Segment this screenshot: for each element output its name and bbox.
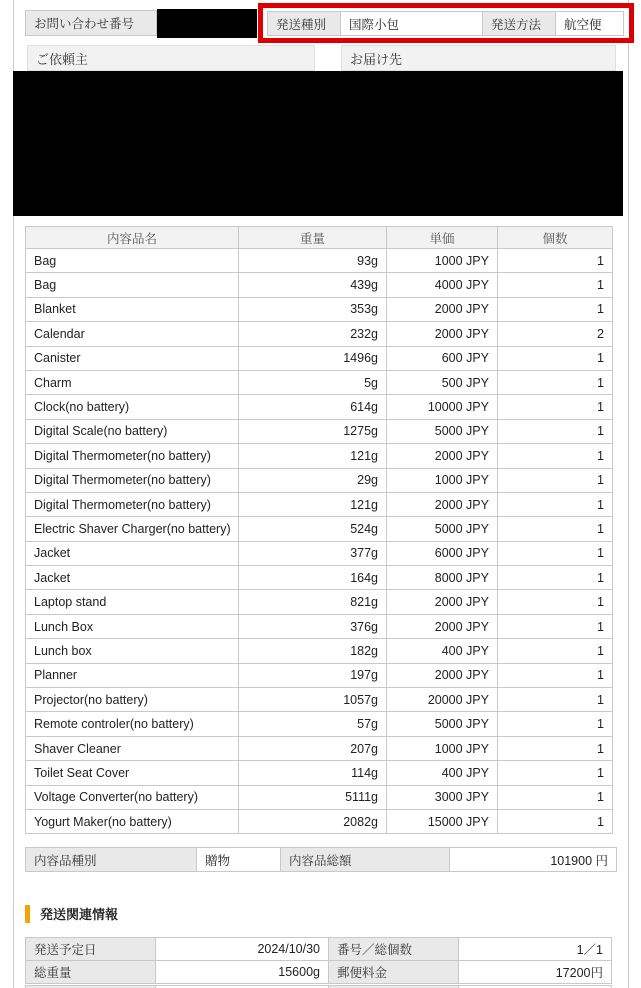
- item-price-cell: 8000 JPY: [387, 566, 498, 590]
- item-weight-cell: 182g: [239, 639, 387, 663]
- item-price-cell: 15000 JPY: [387, 809, 498, 833]
- table-row: [26, 322, 613, 346]
- item-quantity-cell: 1: [498, 761, 613, 785]
- item-weight-cell: 164g: [239, 566, 387, 590]
- table-row: [26, 517, 613, 541]
- item-name-cell: Digital Thermometer(no battery): [26, 468, 239, 492]
- table-row: [26, 761, 613, 785]
- info-label-1: 総重量: [25, 960, 156, 984]
- item-name-cell: Jacket: [26, 541, 239, 565]
- item-name-cell: Digital Thermometer(no battery): [26, 492, 239, 516]
- info-value-2: 1／1: [458, 937, 612, 961]
- info-label-1: 発送予定日: [25, 937, 156, 961]
- item-weight-cell: 353g: [239, 297, 387, 321]
- item-price-cell: 600 JPY: [387, 346, 498, 370]
- item-quantity-cell: 1: [498, 785, 613, 809]
- item-name-cell: Charm: [26, 370, 239, 394]
- item-name-cell: Calendar: [26, 322, 239, 346]
- item-quantity-cell: 1: [498, 663, 613, 687]
- item-name-cell: Remote controler(no battery): [26, 712, 239, 736]
- item-quantity-cell: 1: [498, 273, 613, 297]
- item-weight-cell: 29g: [239, 468, 387, 492]
- item-quantity-cell: 1: [498, 639, 613, 663]
- item-price-cell: 2000 JPY: [387, 590, 498, 614]
- item-price-cell: 500 JPY: [387, 370, 498, 394]
- item-price-cell: 400 JPY: [387, 639, 498, 663]
- table-row: [26, 590, 613, 614]
- item-price-cell: 5000 JPY: [387, 419, 498, 443]
- item-quantity-cell: 1: [498, 566, 613, 590]
- items-table-header-row: [26, 227, 613, 249]
- item-quantity-cell: 1: [498, 395, 613, 419]
- table-row: [26, 639, 613, 663]
- table-row: [26, 541, 613, 565]
- item-weight-cell: 197g: [239, 663, 387, 687]
- page-border-right: [628, 0, 629, 988]
- table-row: [26, 419, 613, 443]
- item-price-cell: 1000 JPY: [387, 468, 498, 492]
- content-category-value: 贈物: [196, 847, 281, 872]
- table-row: [26, 736, 613, 760]
- inquiry-number-redacted: [157, 9, 257, 38]
- shipment-type-label: 発送種別: [267, 11, 341, 36]
- item-price-cell: 6000 JPY: [387, 541, 498, 565]
- item-name-cell: Voltage Converter(no battery): [26, 785, 239, 809]
- item-weight-cell: 614g: [239, 395, 387, 419]
- item-weight-cell: 377g: [239, 541, 387, 565]
- table-row: [26, 468, 613, 492]
- item-quantity-cell: 1: [498, 346, 613, 370]
- item-name-cell: Laptop stand: [26, 590, 239, 614]
- item-name-cell: Lunch box: [26, 639, 239, 663]
- table-row: [26, 688, 613, 712]
- item-quantity-cell: 1: [498, 492, 613, 516]
- item-name-cell: Planner: [26, 663, 239, 687]
- item-price-cell: 1000 JPY: [387, 736, 498, 760]
- table-row: [26, 249, 613, 273]
- info-label-2: 番号／総個数: [328, 937, 459, 961]
- item-name-cell: Canister: [26, 346, 239, 370]
- item-name-cell: Jacket: [26, 566, 239, 590]
- item-quantity-cell: 1: [498, 249, 613, 273]
- item-name-cell: Shaver Cleaner: [26, 736, 239, 760]
- shipping-method-label: 発送方法: [482, 11, 556, 36]
- item-quantity-cell: 1: [498, 444, 613, 468]
- header-quantity: 個数: [498, 227, 613, 249]
- item-price-cell: 20000 JPY: [387, 688, 498, 712]
- item-price-cell: 5000 JPY: [387, 712, 498, 736]
- item-name-cell: Digital Scale(no battery): [26, 419, 239, 443]
- item-weight-cell: 121g: [239, 444, 387, 468]
- table-row: [26, 712, 613, 736]
- item-quantity-cell: 1: [498, 370, 613, 394]
- item-weight-cell: 121g: [239, 492, 387, 516]
- item-price-cell: 2000 JPY: [387, 614, 498, 638]
- item-price-cell: 2000 JPY: [387, 444, 498, 468]
- item-weight-cell: 57g: [239, 712, 387, 736]
- item-name-cell: Bag: [26, 273, 239, 297]
- item-quantity-cell: 1: [498, 419, 613, 443]
- items-table: [25, 226, 613, 834]
- item-name-cell: Electric Shaver Charger(no battery): [26, 517, 239, 541]
- item-weight-cell: 114g: [239, 761, 387, 785]
- table-row: [26, 395, 613, 419]
- shipping-method-value: 航空便: [555, 11, 624, 36]
- shipping-info-title: 発送関連情報: [40, 907, 119, 922]
- item-weight-cell: 376g: [239, 614, 387, 638]
- item-quantity-cell: 2: [498, 322, 613, 346]
- header-unit-price: 単価: [387, 227, 498, 249]
- item-weight-cell: 1496g: [239, 346, 387, 370]
- table-row: [26, 809, 613, 833]
- item-price-cell: 400 JPY: [387, 761, 498, 785]
- item-weight-cell: 5g: [239, 370, 387, 394]
- item-name-cell: Blanket: [26, 297, 239, 321]
- info-row: [25, 937, 612, 961]
- info-value-1: 2024/10/30: [155, 937, 329, 961]
- item-quantity-cell: 1: [498, 614, 613, 638]
- item-price-cell: 1000 JPY: [387, 249, 498, 273]
- item-weight-cell: 207g: [239, 736, 387, 760]
- item-weight-cell: 2082g: [239, 809, 387, 833]
- item-quantity-cell: 1: [498, 468, 613, 492]
- table-row: [26, 346, 613, 370]
- item-name-cell: Yogurt Maker(no battery): [26, 809, 239, 833]
- table-row: [26, 785, 613, 809]
- item-price-cell: 2000 JPY: [387, 297, 498, 321]
- info-value-1: 15600g: [155, 960, 329, 984]
- table-row: [26, 566, 613, 590]
- content-total-label: 内容品総額: [280, 847, 450, 872]
- item-price-cell: 2000 JPY: [387, 663, 498, 687]
- table-row: [26, 444, 613, 468]
- item-name-cell: Bag: [26, 249, 239, 273]
- item-quantity-cell: 1: [498, 590, 613, 614]
- content-category-label: 内容品種別: [25, 847, 197, 872]
- shipment-type-value: 国際小包: [340, 11, 483, 36]
- info-row: [25, 960, 612, 984]
- table-row: [26, 614, 613, 638]
- info-label-2: 郵便料金: [328, 960, 459, 984]
- header-item-name: 内容品名: [26, 227, 239, 249]
- item-quantity-cell: 1: [498, 809, 613, 833]
- item-quantity-cell: 1: [498, 712, 613, 736]
- info-value-2: 17200円: [458, 960, 612, 984]
- item-name-cell: Lunch Box: [26, 614, 239, 638]
- item-name-cell: Projector(no battery): [26, 688, 239, 712]
- table-row: [26, 663, 613, 687]
- item-price-cell: 10000 JPY: [387, 395, 498, 419]
- item-price-cell: 5000 JPY: [387, 517, 498, 541]
- item-name-cell: Digital Thermometer(no battery): [26, 444, 239, 468]
- items-table-body: [26, 249, 613, 834]
- item-weight-cell: 439g: [239, 273, 387, 297]
- item-quantity-cell: 1: [498, 688, 613, 712]
- item-price-cell: 3000 JPY: [387, 785, 498, 809]
- recipient-section-header: お届け先: [341, 45, 616, 71]
- item-weight-cell: 1057g: [239, 688, 387, 712]
- item-quantity-cell: 1: [498, 517, 613, 541]
- section-marker-bar: [25, 905, 30, 923]
- item-weight-cell: 1275g: [239, 419, 387, 443]
- item-quantity-cell: 1: [498, 297, 613, 321]
- item-weight-cell: 232g: [239, 322, 387, 346]
- item-weight-cell: 821g: [239, 590, 387, 614]
- shipping-info-table: [25, 937, 612, 984]
- item-price-cell: 2000 JPY: [387, 492, 498, 516]
- item-quantity-cell: 1: [498, 541, 613, 565]
- item-name-cell: Toilet Seat Cover: [26, 761, 239, 785]
- item-weight-cell: 5111g: [239, 785, 387, 809]
- table-row: [26, 492, 613, 516]
- item-name-cell: Clock(no battery): [26, 395, 239, 419]
- item-price-cell: 4000 JPY: [387, 273, 498, 297]
- item-quantity-cell: 1: [498, 736, 613, 760]
- table-row: [26, 370, 613, 394]
- address-redacted-block: [13, 71, 623, 216]
- header-weight: 重量: [239, 227, 387, 249]
- inquiry-number-label: お問い合わせ番号: [25, 10, 157, 36]
- table-row: [26, 273, 613, 297]
- item-weight-cell: 524g: [239, 517, 387, 541]
- content-total-value: 101900 円: [449, 847, 617, 872]
- table-row: [26, 297, 613, 321]
- shipping-info-heading: [25, 904, 118, 923]
- sender-section-header: ご依頼主: [27, 45, 315, 71]
- item-price-cell: 2000 JPY: [387, 322, 498, 346]
- item-weight-cell: 93g: [239, 249, 387, 273]
